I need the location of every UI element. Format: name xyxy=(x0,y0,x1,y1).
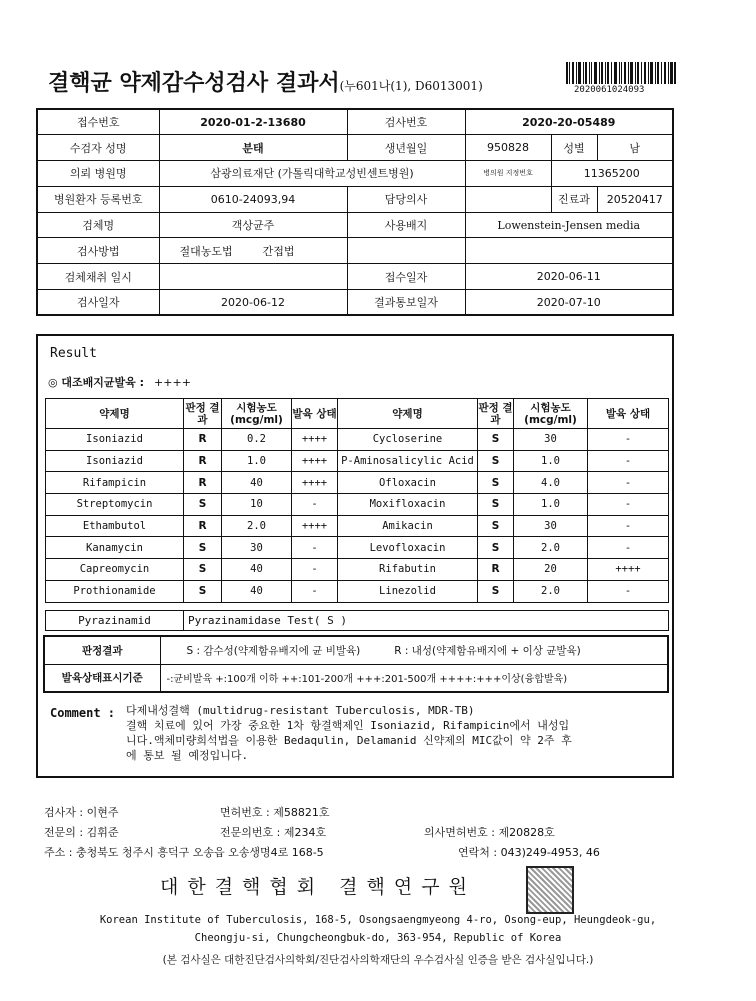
method-indirect: 간접법 xyxy=(262,244,295,258)
info-label: 병원환자 등록번호 xyxy=(37,186,159,212)
comment-line: 다제내성결핵 (multidrug-resistant Tuberculosis, MDR-TB) xyxy=(126,704,475,717)
drug-concentration: 1.0 xyxy=(222,450,292,472)
legend-result-label: 판정결과 xyxy=(44,636,160,664)
table-row xyxy=(37,264,673,290)
drug-result: R xyxy=(184,429,222,451)
info-label: 병의원 지정번호 xyxy=(465,161,551,187)
info-value xyxy=(159,264,347,290)
drug-name: Kanamycin xyxy=(46,537,184,559)
drug-concentration: 4.0 xyxy=(514,472,588,494)
drug-concentration: 40 xyxy=(222,472,292,494)
drug-concentration: 0.2 xyxy=(222,429,292,451)
control-growth xyxy=(48,374,191,390)
info-label: 결과통보일자 xyxy=(347,290,465,316)
english-address-2: Cheongju-si, Chungcheongbuk-do, 363-954, Republic of Korea xyxy=(194,932,562,944)
table-row xyxy=(46,559,669,581)
info-label: 성별 xyxy=(551,135,597,161)
barcode-icon xyxy=(566,62,676,84)
legend-result-text xyxy=(160,636,668,664)
method-absolute: 절대농도법 xyxy=(179,244,233,258)
col-header-result: 판정 결과 xyxy=(478,399,514,429)
legend-r: R : 내성(약제함유배지에 + 이상 균발육) xyxy=(394,644,581,657)
drug-name: Rifampicin xyxy=(46,472,184,494)
footer-row-3 xyxy=(44,844,724,858)
info-value xyxy=(347,238,465,264)
comment-line: 에 통보 될 예정입니다. xyxy=(126,749,249,762)
drug-result: S xyxy=(478,515,514,537)
drug-name: Isoniazid xyxy=(46,429,184,451)
drug-growth: - xyxy=(588,494,669,516)
drug-result: S xyxy=(478,494,514,516)
info-value: 2020-06-12 xyxy=(159,290,347,316)
pza-label: Pyrazinamid xyxy=(46,611,184,631)
official-seal-icon xyxy=(526,866,574,914)
info-value xyxy=(465,186,551,212)
info-label: 검사번호 xyxy=(347,109,465,135)
table-row xyxy=(46,537,669,559)
drug-growth: - xyxy=(588,537,669,559)
drug-growth: - xyxy=(292,494,338,516)
drug-result: S xyxy=(184,559,222,581)
info-label: 접수번호 xyxy=(37,109,159,135)
info-label: 검체채취 일시 xyxy=(37,264,159,290)
drug-concentration: 1.0 xyxy=(514,494,588,516)
drug-name: Capreomycin xyxy=(46,559,184,581)
control-label: ◎ 대조배지균발육 : xyxy=(48,376,145,389)
drug-name: Amikacin xyxy=(338,515,478,537)
result-title: Result xyxy=(50,346,97,361)
info-value: 2020-06-11 xyxy=(465,264,673,290)
table-row xyxy=(37,135,673,161)
drug-name: Levofloxacin xyxy=(338,537,478,559)
info-value: 2020-20-05489 xyxy=(465,109,673,135)
tester: 검사자 : 이현주 xyxy=(44,806,119,819)
info-value: 950828 xyxy=(465,135,551,161)
document-title xyxy=(48,66,483,97)
pyrazinamid-row xyxy=(45,610,669,631)
table-row xyxy=(37,212,673,238)
title-text: 결핵균 약제감수성검사 결과서 xyxy=(48,70,340,96)
drug-name: Prothionamide xyxy=(46,580,184,602)
info-value: 삼광의료재단 (가톨릭대학교성빈센트병원) xyxy=(159,161,465,187)
info-value: 2020-07-10 xyxy=(465,290,673,316)
drug-result: S xyxy=(478,580,514,602)
table-row xyxy=(46,611,669,631)
drug-growth: - xyxy=(588,515,669,537)
comment-text xyxy=(126,703,662,763)
table-row xyxy=(37,186,673,212)
info-value: 분태 xyxy=(159,135,347,161)
info-value: 0610-24093,94 xyxy=(159,186,347,212)
drug-result: S xyxy=(478,450,514,472)
drug-concentration: 30 xyxy=(514,515,588,537)
col-header-drug: 약제명 xyxy=(46,399,184,429)
drug-name: Ethambutol xyxy=(46,515,184,537)
legend-growth-label: 발육상태표시기준 xyxy=(44,664,160,692)
legend-growth-text: -:균비발육 +:100개 이하 ++:101-200개 +++:201-500개 ++++:+++이상(융합발육) xyxy=(160,664,668,692)
drug-growth: - xyxy=(292,537,338,559)
drug-growth: ++++ xyxy=(588,559,669,581)
drug-concentration: 30 xyxy=(514,429,588,451)
comment-line: 결핵 치료에 있어 가장 중요한 1차 항결핵제인 Isoniazid, Rifampicin에서 내성입 xyxy=(126,719,570,732)
table-row xyxy=(46,429,669,451)
drug-name: Rifabutin xyxy=(338,559,478,581)
pza-value: Pyrazinamidase Test( S ) xyxy=(184,611,669,631)
drug-name: Streptomycin xyxy=(46,494,184,516)
info-value: 11365200 xyxy=(551,161,673,187)
info-label: 검체명 xyxy=(37,212,159,238)
drug-concentration: 40 xyxy=(222,559,292,581)
drug-growth: ++++ xyxy=(292,515,338,537)
info-label: 검사방법 xyxy=(37,238,159,264)
table-row xyxy=(37,238,673,264)
footer-row-1 xyxy=(44,804,724,818)
drug-concentration: 2.0 xyxy=(514,537,588,559)
drug-result: S xyxy=(478,537,514,559)
drug-result: R xyxy=(478,559,514,581)
col-header-growth: 발육 상태 xyxy=(292,399,338,429)
barcode-number: 2020061024093 xyxy=(574,85,645,95)
drug-result: R xyxy=(184,515,222,537)
drug-name: Isoniazid xyxy=(46,450,184,472)
info-label: 수검자 성명 xyxy=(37,135,159,161)
drug-result: R xyxy=(184,450,222,472)
drug-concentration: 10 xyxy=(222,494,292,516)
drug-name: Cycloserine xyxy=(338,429,478,451)
info-label: 접수일자 xyxy=(347,264,465,290)
drug-concentration: 1.0 xyxy=(514,450,588,472)
drug-name: P-Aminosalicylic Acid xyxy=(338,450,478,472)
drug-susceptibility-table xyxy=(45,398,669,603)
drug-growth: - xyxy=(588,429,669,451)
address: 주소 : 충청북도 청주시 흥덕구 오송읍 오송생명4로 168-5 xyxy=(44,846,324,859)
col-header-conc: 시험농도 (mcg/ml) xyxy=(514,399,588,429)
result-section xyxy=(36,334,674,778)
english-address-1: Korean Institute of Tuberculosis, 168-5, Osongsaengmyeong 4-ro, Osong-eup, Heungdeok-gu, xyxy=(99,914,657,926)
drug-growth: ++++ xyxy=(292,429,338,451)
drug-result: S xyxy=(478,429,514,451)
info-label: 검사일자 xyxy=(37,290,159,316)
info-value xyxy=(465,238,673,264)
drug-concentration: 2.0 xyxy=(222,515,292,537)
info-value: 객상균주 xyxy=(159,212,347,238)
table-row xyxy=(37,109,673,135)
drug-growth: - xyxy=(588,472,669,494)
contact: 연락처 : 043)249-4953, 46 xyxy=(458,846,600,859)
info-value: 20520417 xyxy=(597,186,673,212)
info-label: 생년월일 xyxy=(347,135,465,161)
drug-result: S xyxy=(184,537,222,559)
drug-growth: - xyxy=(292,580,338,602)
table-row xyxy=(44,664,668,692)
footer-row-2 xyxy=(44,824,724,838)
table-row xyxy=(44,636,668,664)
legend-s: S : 감수성(약제함유배지에 균 비발육) xyxy=(186,644,361,657)
license-number: 면허번호 : 제58821호 xyxy=(220,806,330,819)
drug-growth: - xyxy=(292,559,338,581)
doctor-license: 의사면허번호 : 제20828호 xyxy=(424,826,555,839)
table-row xyxy=(37,161,673,187)
control-value: ++++ xyxy=(154,376,191,389)
table-row xyxy=(46,472,669,494)
drug-name: Linezolid xyxy=(338,580,478,602)
comment-label: Comment : xyxy=(50,706,116,720)
certification-note: (본 검사실은 대한진단검사의학회/진단검사의학재단의 우수검사실 인증을 받은 검사실입니다.) xyxy=(162,954,594,966)
table-row xyxy=(46,515,669,537)
comment-line: 니다.액체미량희석법을 이용한 Bedaqulin, Delamanid 신약제의 MIC값이 약 2주 후 xyxy=(126,734,572,747)
col-header-conc: 시험농도 (mcg/ml) xyxy=(222,399,292,429)
info-value: 2020-01-2-13680 xyxy=(159,109,347,135)
drug-concentration: 30 xyxy=(222,537,292,559)
patient-info-table xyxy=(36,108,674,316)
drug-result: S xyxy=(184,494,222,516)
table-row xyxy=(46,580,669,602)
col-header-result: 판정 결과 xyxy=(184,399,222,429)
table-row xyxy=(37,290,673,316)
info-value: 남 xyxy=(597,135,673,161)
organization-name: 대한결핵협회 결핵연구원 xyxy=(160,876,476,898)
drug-result: S xyxy=(184,580,222,602)
drug-result: R xyxy=(184,472,222,494)
col-header-growth: 발육 상태 xyxy=(588,399,669,429)
drug-concentration: 20 xyxy=(514,559,588,581)
legend-table xyxy=(43,635,669,693)
info-label: 진료과 xyxy=(551,186,597,212)
info-value xyxy=(159,238,347,264)
drug-concentration: 2.0 xyxy=(514,580,588,602)
drug-growth: ++++ xyxy=(292,450,338,472)
drug-name: Ofloxacin xyxy=(338,472,478,494)
table-header-row xyxy=(46,399,669,429)
info-label: 사용배지 xyxy=(347,212,465,238)
drug-result: S xyxy=(478,472,514,494)
info-label: 담당의사 xyxy=(347,186,465,212)
drug-name: Moxifloxacin xyxy=(338,494,478,516)
table-row xyxy=(46,494,669,516)
col-header-drug: 약제명 xyxy=(338,399,478,429)
specialist: 전문의 : 김휘준 xyxy=(44,826,119,839)
specialist-number: 전문의번호 : 제234호 xyxy=(220,826,327,839)
drug-concentration: 40 xyxy=(222,580,292,602)
table-row xyxy=(46,450,669,472)
info-label: 의뢰 병원명 xyxy=(37,161,159,187)
drug-growth: - xyxy=(588,580,669,602)
title-code: (누601나(1), D6013001) xyxy=(339,79,483,93)
drug-growth: - xyxy=(588,450,669,472)
drug-growth: ++++ xyxy=(292,472,338,494)
info-value: Lowenstein-Jensen media xyxy=(465,212,673,238)
